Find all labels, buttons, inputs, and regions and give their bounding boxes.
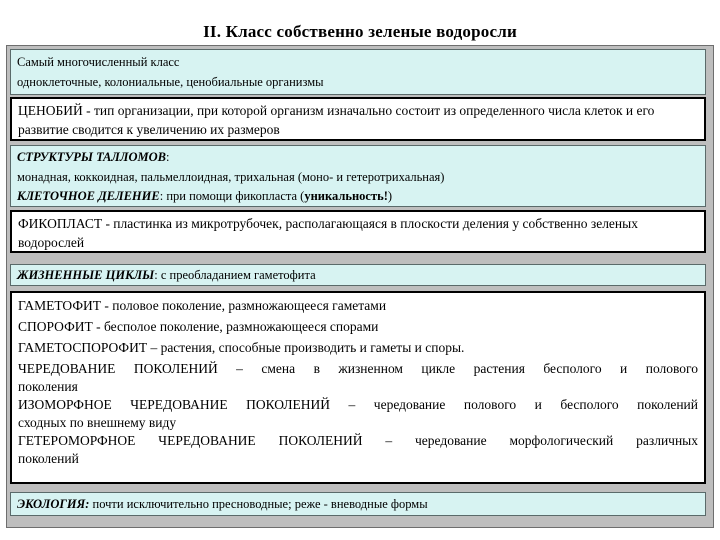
generations-box bbox=[10, 291, 706, 484]
cell-division-close: ) bbox=[387, 189, 393, 203]
phycoplast-definition: ФИКОПЛАСТ - пластинка из микротрубочек, располагающаяся в плоскости деления у собственно зеленых водорослей bbox=[18, 216, 638, 250]
thallus-types: монадная, коккоидная, пальмеллоидная, трихальная (моно- и гетеротрихальная) bbox=[17, 170, 445, 184]
uniqueness-note: уникальность! bbox=[304, 189, 388, 203]
cell-division-heading: КЛЕТОЧНОЕ ДЕЛЕНИЕ bbox=[17, 189, 160, 203]
life-cycles-heading: ЖИЗНЕННЫЕ ЦИКЛЫ bbox=[17, 268, 155, 282]
cell-division-text: : при помощи фикопласта ( bbox=[159, 189, 305, 203]
ecology-heading: ЭКОЛОГИЯ: bbox=[17, 497, 90, 511]
thallus-box bbox=[10, 145, 706, 207]
life-cycles-text: : с преобладанием гаметофита bbox=[154, 268, 316, 282]
intro-box bbox=[10, 49, 706, 95]
ecology-line bbox=[17, 495, 699, 514]
page-title: II. Класс собственно зеленые водоросли bbox=[203, 22, 517, 41]
life-cycles-box bbox=[10, 264, 706, 286]
alternation-definition-line-1: ЧЕРЕДОВАНИЕ ПОКОЛЕНИЙ – смена в жизненном цикле растения бесполого и полового bbox=[18, 361, 698, 376]
heteromorphic-definition-line-1: ГЕТЕРОМОРФНОЕ ЧЕРЕДОВАНИЕ ПОКОЛЕНИЙ – чередование морфологический различных bbox=[18, 433, 698, 448]
content-frame bbox=[6, 45, 714, 528]
alternation-definition-line-2: поколения bbox=[18, 379, 78, 394]
intro-line-1: Самый многочисленный класс bbox=[17, 55, 180, 69]
life-cycles-line bbox=[17, 267, 699, 284]
thallus-structures-line bbox=[17, 148, 699, 167]
sporophyte-definition: СПОРОФИТ - бесполое поколение, размножающееся спорами bbox=[18, 319, 379, 334]
heteromorphic-definition-line-2: поколений bbox=[18, 451, 79, 466]
isomorphic-definition-line-1: ИЗОМОРФНОЕ ЧЕРЕДОВАНИЕ ПОКОЛЕНИЙ – чередование полового и бесполого поколений bbox=[18, 397, 698, 412]
gametophyte-definition: ГАМЕТОФИТ - половое поколение, размножающееся гаметами bbox=[18, 298, 387, 313]
thallus-colon: : bbox=[165, 150, 170, 164]
cenobium-definition: ЦЕНОБИЙ - тип организации, при которой организм изначально состоит из определенного числа клеток и его развитие сводится к увеличению их размеров bbox=[18, 103, 655, 137]
intro-line-2: одноклеточные, колониальные, ценобиальные организмы bbox=[17, 75, 324, 89]
thallus-structures-heading: СТРУКТУРЫ ТАЛЛОМОВ bbox=[17, 150, 166, 164]
isomorphic-definition-line-2: сходных по внешнему виду bbox=[18, 415, 177, 430]
ecology-text: почти исключительно пресноводные; реже - вневодные формы bbox=[89, 497, 428, 511]
cell-division-line bbox=[17, 187, 699, 206]
gametosporophyte-definition: ГАМЕТОСПОРОФИТ – растения, способные производить и гаметы и споры. bbox=[18, 340, 465, 355]
ecology-box bbox=[10, 492, 706, 516]
phycoplast-box bbox=[10, 210, 706, 253]
cenobium-box bbox=[10, 97, 706, 141]
